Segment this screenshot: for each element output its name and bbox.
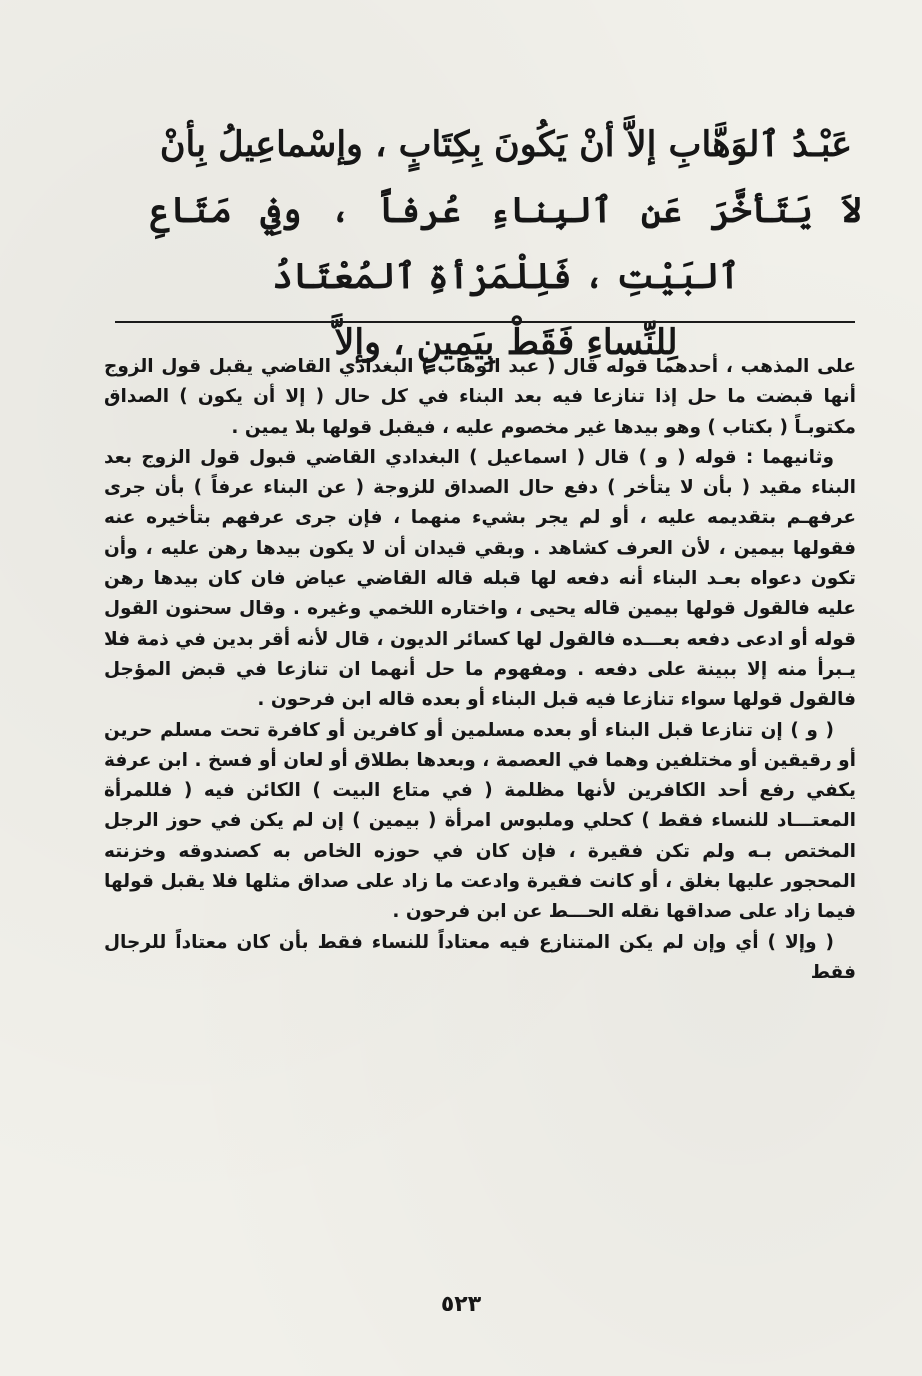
matn-line: لِلنِّساءِ فَقَطْ بِيَمِينٍ ، وإلاَّ	[334, 322, 678, 363]
separator-rule	[115, 321, 855, 323]
matn-line: عَبْـدُ ٱلوَهَّابِ إلاَّ أنْ يَكُونَ بِكِتَابٍ ، وإسْماعِيلُ بِأنْ	[159, 124, 853, 165]
commentary-paragraph: وثانيهما : قوله ( و ) قال ( اسماعيل ) البغدادي القاضي قبول قول الزوج بعد البناء مقيد ( بأن لا يتأخر ) دفع حال الصداق للزوجة ( عن البناء عرفاً ) بأن جرى عرفهـم بتقديمه عليه ، أو لم يجر بشيء منهما ، فإن جرى عرفهم بتأخيره عنه فقولها بيمين ، لأن العرف كشاهد . وبقي قيدان أن لا يكون بيدها رهن عليه ، وأن تكون دعواه بعـد البناء أنه دفعه لها قبله قاله القاضي عياض فان كان بيدها رهن عليه فالقول قولها بيمين قاله يحيى ، واختاره اللخمي وغيره . وقال سحنون القول قوله أو ادعى دفعه بعـــده فالقول لها كسائر الديون ، قال لأنه أقر بدين في ذمة فلا يـبرأ منه إلا ببينة على دفعه . ومفهوم ما حل أنهما ان تنازعا في قبض المؤجل فالقول قولها سواء تنازعا فيه قبل البناء أو بعده قاله ابن فرحون .	[104, 446, 856, 711]
commentary-paragraph: ( وإلا ) أي وإن لم يكن المتنازع فيه معتاداً للنساء فقط بأن كان معتاداً للرجال فقط	[104, 931, 856, 983]
commentary-paragraph: ( و ) إن تنازعا قبل البناء أو بعده مسلمين أو كافرين أو كافرة تحت مسلم حرين أو رقيقين أو مختلفين وهما في العصمة ، وبعدها بطلاق أو لعان أو فسخ . ابن عرفة يكفي رفع أحد الكافرين لأنها مظلمة ( في متاع البيت ) الكائن فيه ( فللمرأة المعتـــاد للنساء فقط ) كحلي وملبوس امرأة ( بيمين ) إن لم يكن في حوز الرجل المختص بـه ولم تكن فقيرة ، فإن كان في حوزه الخاص به كصندوقه وخزنته المحجور عليها بغلق ، أو كانت فقيرة وادعت ما زاد على صداق مثلها فلا يقبل قولها فيما زاد على صداقها نقله الحـــط عن ابن فرحون .	[104, 719, 856, 923]
commentary-text-block	[104, 352, 856, 988]
matn-text-block	[150, 112, 862, 376]
commentary-paragraph: على المذهب ، أحدهما قوله قال ( عبد الوهاب ) البغدادي القاضي يقبل قول الزوج أنها قبضت ما حل إذا تنازعا فيه بعد البناء في كل حال ( إلا أن يكون ) الصداق مكتوبـاً ( بكتاب ) وهو بيدها غير مخصوم عليه ، فيقبل قولها بلا يمين .	[104, 356, 856, 438]
matn-line: لاَ يَتَأخَّرَ عَنِ ٱلبِناءِ عُرفاً ، وفِي مَتَاعِ ٱلبَيْتِ ، فَلِلْمَرْأةِ ٱلمُعْتَادُ	[150, 190, 862, 297]
page-number: ٥٢٣	[440, 1292, 482, 1317]
